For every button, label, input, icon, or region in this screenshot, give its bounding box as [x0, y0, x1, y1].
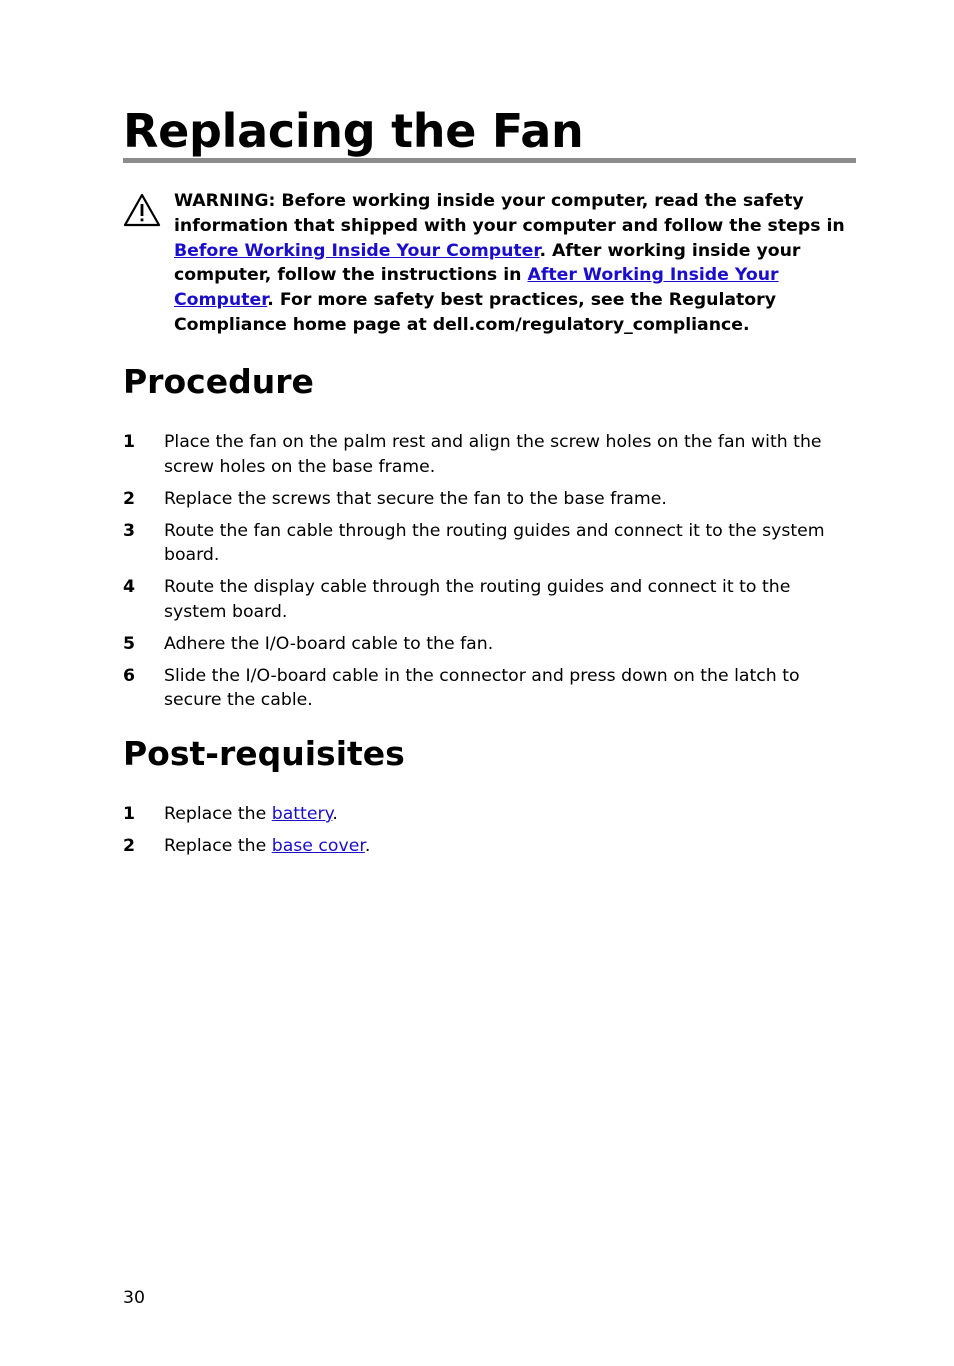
post-requisite-step: [123, 802, 853, 827]
before-working-inside-link[interactable]: Before Working Inside Your Computer: [174, 240, 540, 261]
page-title: Replacing the Fan: [123, 104, 584, 158]
step-number: 2: [123, 836, 136, 856]
after-working-inside-link[interactable]: After Working Inside Your Computer: [174, 265, 779, 311]
page-number: 30: [123, 1288, 145, 1308]
post-requisites-steps: [123, 802, 853, 866]
step-text: Replace the screws that secure the fan to the base frame.: [164, 488, 667, 509]
step-text: Route the display cable through the routing guides and connect it to the system board.: [164, 577, 791, 622]
step-number: 1: [123, 804, 136, 824]
procedure-step: [123, 632, 853, 657]
procedure-steps: [123, 430, 853, 720]
battery-link[interactable]: battery: [271, 804, 333, 824]
procedure-step: [123, 487, 853, 512]
step-text: Route the fan cable through the routing guides and connect it to the system board.: [164, 520, 825, 565]
warning-text-part: WARNING: Before working inside your computer, read the safety information that shipped with your computer and follow the steps in: [174, 191, 845, 236]
step-text: Replace the: [164, 836, 272, 856]
step-text: Place the fan on the palm rest and align the screw holes on the fan with the screw holes on the base frame.: [164, 432, 822, 477]
warning-text-part: . After working inside your computer, follow the instructions in: [174, 240, 801, 286]
procedure-step: [123, 664, 853, 713]
step-number: 4: [123, 577, 136, 597]
step-text: Replace the: [164, 804, 272, 824]
step-number: 3: [123, 520, 136, 541]
step-number: 1: [123, 432, 136, 452]
step-text: Slide the I/O-board cable in the connector and press down on the latch to secure the cable.: [164, 665, 800, 710]
warning-triangle-icon: [123, 193, 161, 227]
post-requisite-step: [123, 834, 853, 859]
post-requisites-heading: Post-requisites: [123, 734, 405, 773]
warning-message: [174, 189, 854, 338]
step-number: 5: [123, 633, 136, 654]
procedure-step: [123, 430, 853, 479]
step-text-suffix: .: [364, 836, 371, 856]
procedure-step: [123, 575, 853, 624]
procedure-heading: Procedure: [123, 362, 314, 401]
warning-text-part: . For more safety best practices, see the Regulatory Compliance home page at dell.com/regulatory_compliance.: [174, 290, 776, 335]
step-number: 6: [123, 665, 136, 686]
procedure-step: [123, 519, 853, 568]
step-text-suffix: .: [332, 804, 338, 824]
base-cover-link[interactable]: base cover: [271, 836, 365, 856]
step-number: 2: [123, 488, 136, 509]
title-rule: [123, 158, 856, 163]
step-text: Adhere the I/O-board cable to the fan.: [164, 633, 494, 654]
